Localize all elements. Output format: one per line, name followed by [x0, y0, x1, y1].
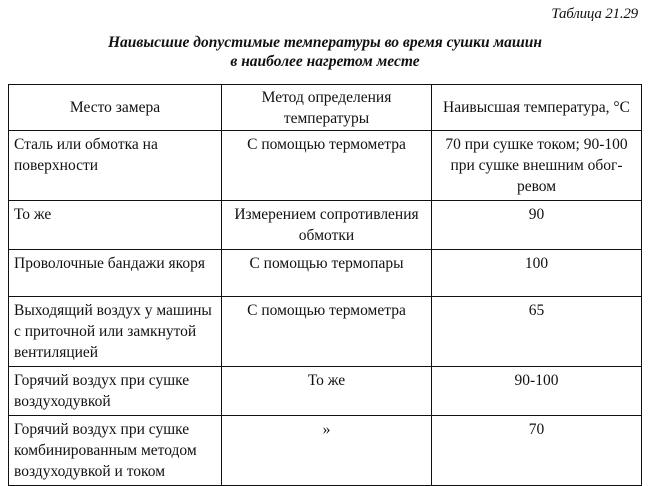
cell-place: То же	[9, 201, 222, 250]
cell-max-temp: 70 при сушке током; 90-100 при сушке внешним обог-ревом	[432, 131, 642, 201]
cell-method: Измерением сопротивления обмотки	[222, 201, 432, 250]
table-number-label: Таблица 21.29	[551, 6, 638, 22]
cell-max-temp: 100	[432, 250, 642, 297]
cell-max-temp: 90	[432, 201, 642, 250]
cell-method: То же	[222, 367, 432, 416]
cell-place: Горячий воздух при сушке комбинированным методом воздуходувкой и током	[9, 416, 222, 486]
cell-place: Горячий воздух при сушке воздуходувкой	[9, 367, 222, 416]
table-row	[9, 416, 642, 486]
cell-method: С помощью термометра	[222, 297, 432, 367]
table-header-row	[9, 85, 642, 131]
table-row	[9, 367, 642, 416]
cell-place: Выходящий воздух у машины с приточной или замкнутой вентиляцией	[9, 297, 222, 367]
cell-place: Сталь или обмотка на поверхности	[9, 131, 222, 201]
table-row	[9, 250, 642, 297]
table-caption-line-1: Наивысшие допустимые температуры во время сушки машин	[108, 34, 542, 51]
header-measurement-method: Метод определения температуры	[222, 85, 432, 131]
cell-method: »	[222, 416, 432, 486]
table-row	[9, 201, 642, 250]
header-measurement-place: Место замера	[9, 85, 222, 131]
cell-max-temp: 70	[432, 416, 642, 486]
table-row	[9, 131, 642, 201]
cell-method: С помощью термопары	[222, 250, 432, 297]
table-caption-line-2: в наиболее нагретом месте	[230, 53, 420, 70]
header-max-temperature: Наивысшая температура, °С	[432, 85, 642, 131]
temperature-table	[8, 84, 642, 486]
cell-max-temp: 65	[432, 297, 642, 367]
cell-method: С помощью термометра	[222, 131, 432, 201]
cell-max-temp: 90-100	[432, 367, 642, 416]
table-row	[9, 297, 642, 367]
cell-place: Проволочные бандажи якоря	[9, 250, 222, 297]
